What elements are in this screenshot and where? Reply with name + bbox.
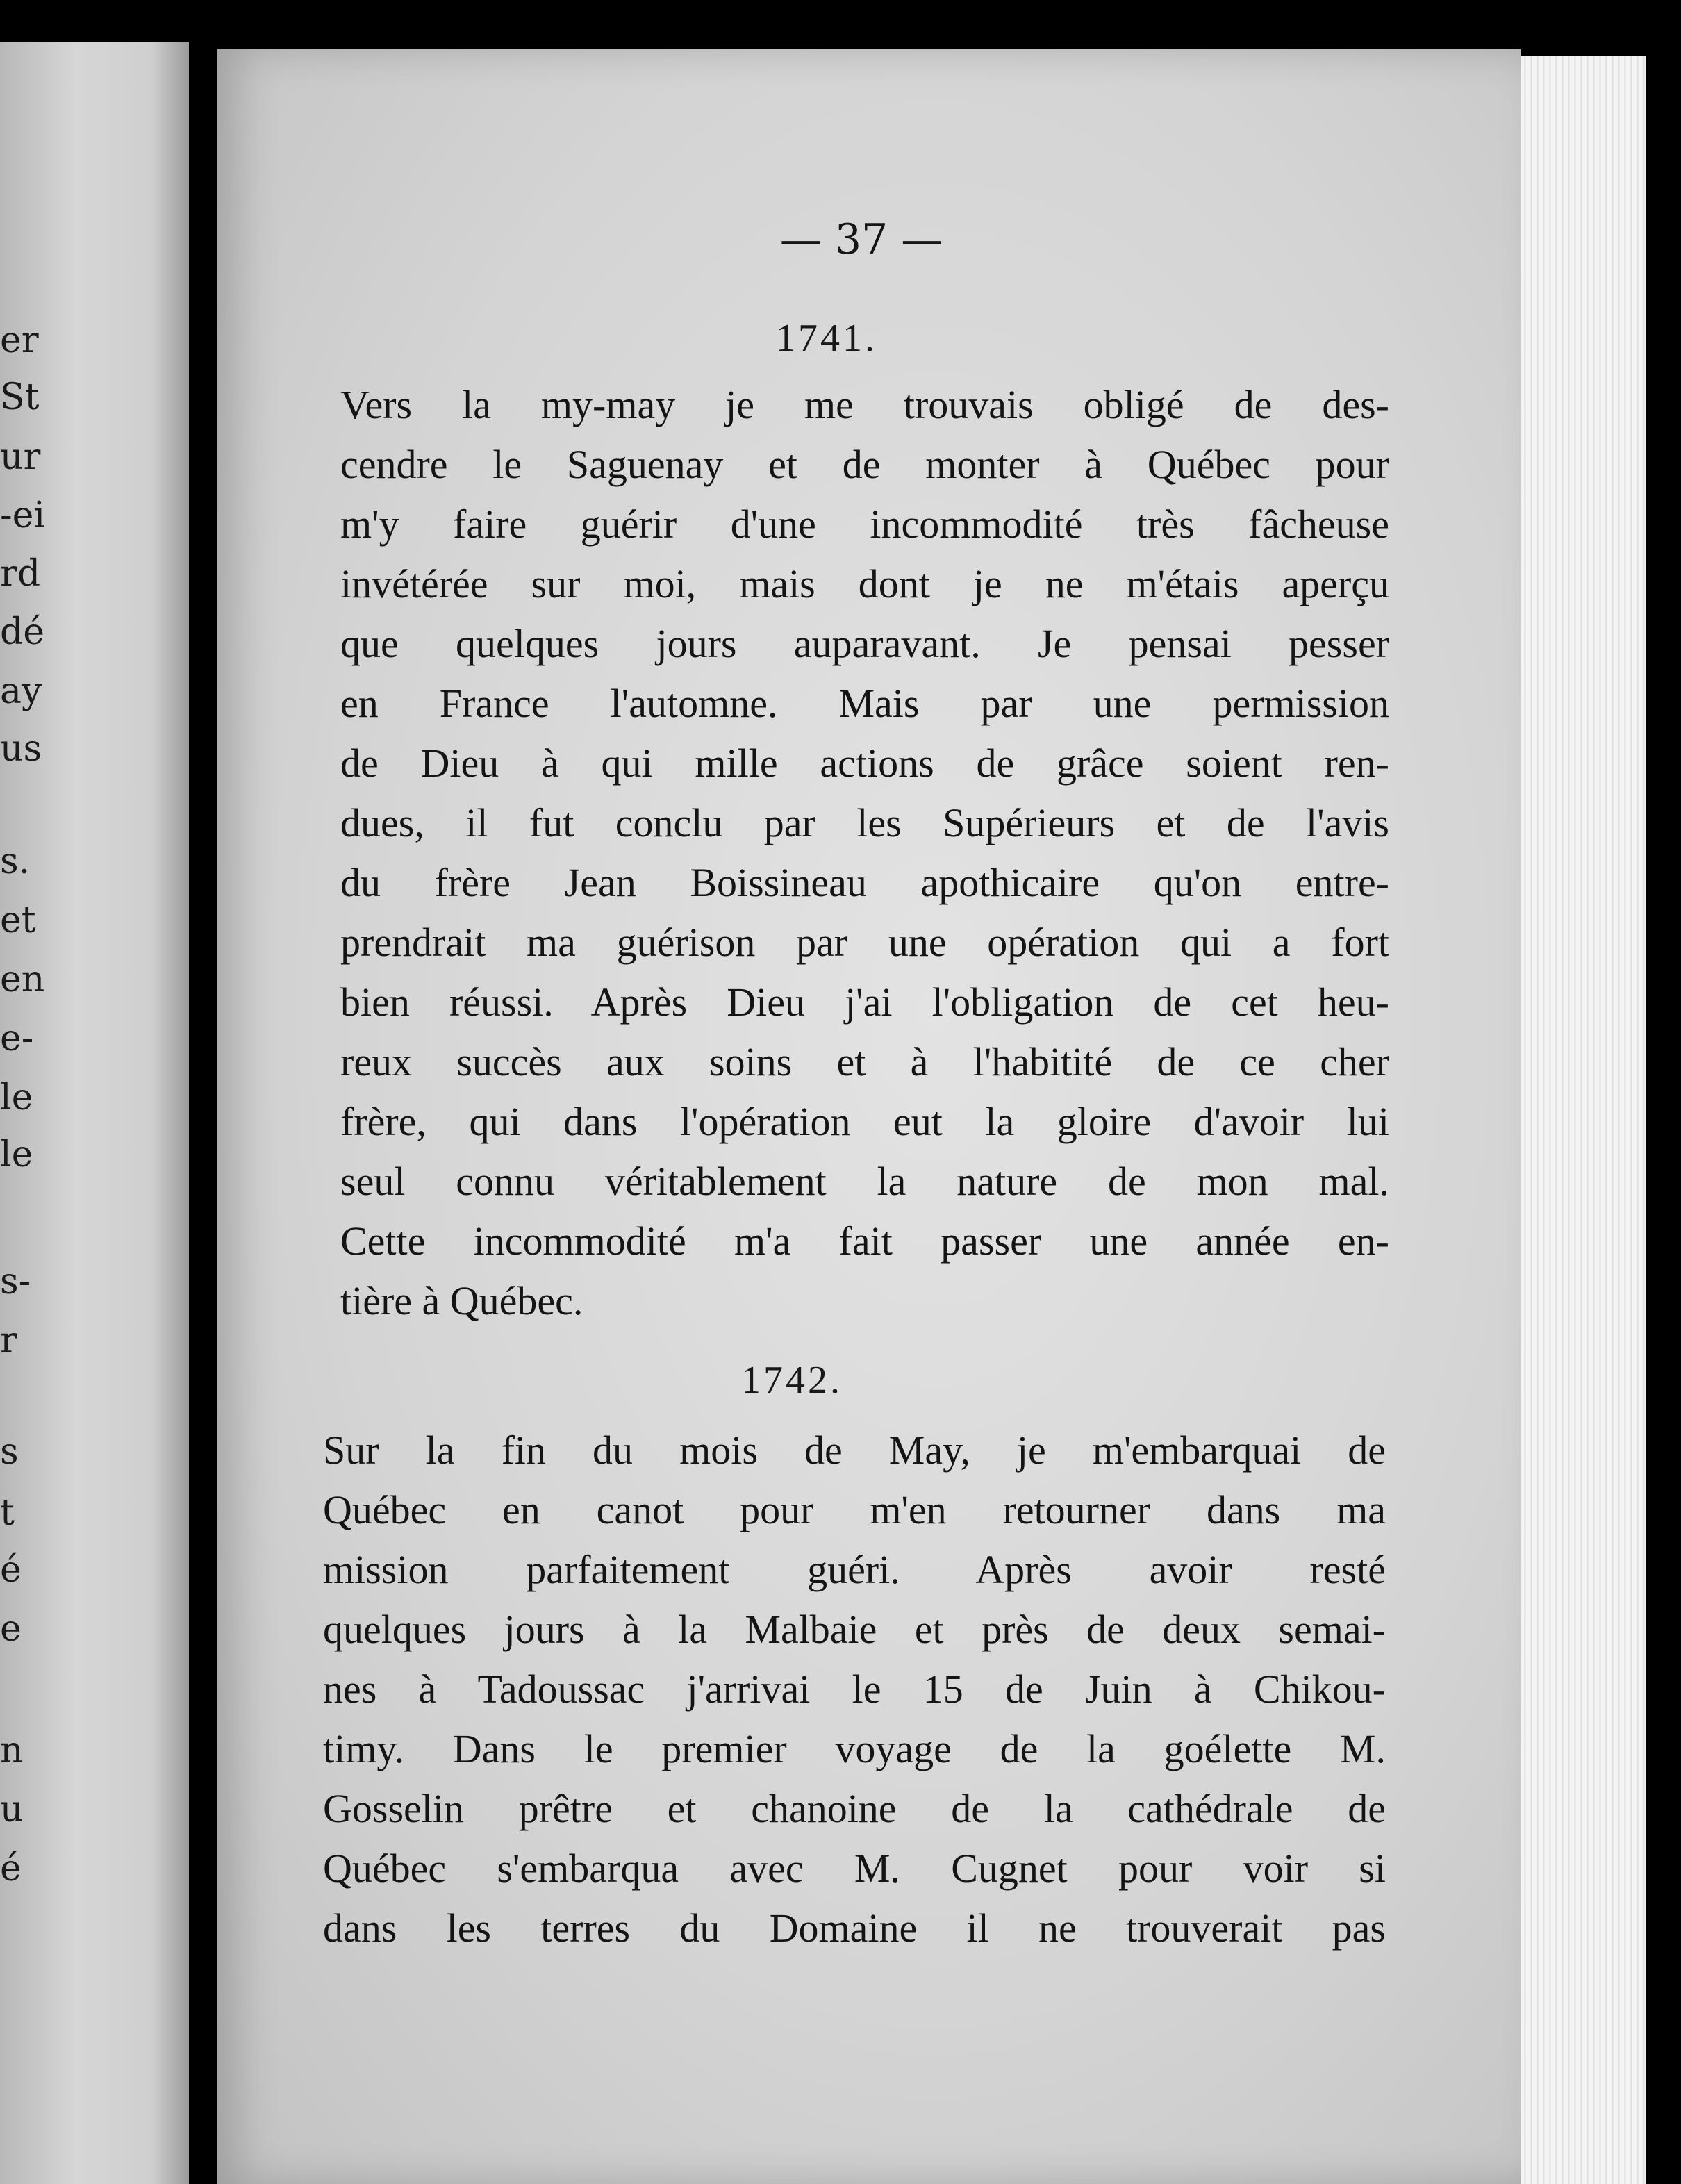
left-fragment: s. — [0, 841, 31, 882]
text-line: bien réussi. Après Dieu j'ai l'obligation de cet heu- — [340, 979, 1389, 1025]
text-line: dans les terres du Domaine il ne trouverait pas — [323, 1905, 1386, 1951]
text-line: reux succès aux soins et à l'habitité de ce cher — [340, 1039, 1389, 1084]
left-fragment: en — [0, 959, 45, 1000]
text-line: nes à Tadoussac j'arrivai le 15 de Juin à Chikou- — [323, 1666, 1386, 1712]
text-line: que quelques jours auparavant. Je pensai pesser — [340, 621, 1389, 666]
left-fragment: ay — [0, 670, 42, 712]
left-fragment: s- — [0, 1261, 31, 1302]
text-line: Québec s'embarqua avec M. Cugnet pour voir si — [323, 1846, 1386, 1891]
page-number: — 37 — — [779, 215, 943, 264]
text-line: Gosselin prêtre et chanoine de la cathédrale de — [323, 1786, 1386, 1831]
left-fragment: le — [0, 1134, 33, 1175]
left-fragment: us — [0, 728, 42, 770]
left-fragment: rd — [0, 553, 41, 595]
text-line: Québec en canot pour m'en retourner dans ma — [323, 1487, 1386, 1532]
left-fragment: s — [0, 1431, 19, 1473]
text-line: quelques jours à la Malbaie et près de deux semai- — [323, 1607, 1386, 1652]
paragraph-1741 — [340, 375, 1389, 1334]
text-line: dues, il fut conclu par les Supérieurs et de l'avis — [340, 800, 1389, 845]
left-fragment: r — [0, 1320, 17, 1362]
text-line: invétérée sur moi, mais dont je ne m'étais aperçu — [340, 561, 1389, 606]
left-fragment: dé — [0, 611, 45, 653]
left-facing-page — [0, 42, 189, 2184]
left-fragment: le — [0, 1077, 33, 1118]
text-line: Cette incommodité m'a fait passer une année en- — [340, 1218, 1389, 1264]
text-line: m'y faire guérir d'une incommodité très fâcheuse — [340, 502, 1389, 547]
left-fragment: t — [0, 1492, 15, 1534]
text-line: tière à Québec. — [340, 1278, 583, 1323]
book-gutter — [189, 0, 217, 2184]
left-fragment: ur — [0, 436, 41, 478]
text-line: prendrait ma guérison par une opération qui a fort — [340, 920, 1389, 965]
left-fragment: é — [0, 1848, 22, 1889]
page-stack-edge — [1507, 56, 1646, 2184]
paragraph-1742 — [323, 1421, 1386, 2018]
text-line: Vers la my-may je me trouvais obligé de des- — [340, 382, 1389, 427]
left-fragment: n — [0, 1730, 24, 1771]
section-year-heading: 1741. — [776, 317, 877, 360]
left-fragment: u — [0, 1789, 24, 1830]
text-line: en France l'automne. Mais par une permission — [340, 681, 1389, 726]
left-fragment: St — [0, 377, 40, 418]
text-line: cendre le Saguenay et de monter à Québec pour — [340, 442, 1389, 487]
left-fragment: er — [0, 320, 39, 361]
section-year-heading: 1742. — [741, 1359, 843, 1402]
left-fragment: é — [0, 1549, 22, 1591]
left-fragment: -ei — [0, 495, 45, 536]
text-line: mission parfaitement guéri. Après avoir resté — [323, 1547, 1386, 1592]
left-fragment: et — [0, 900, 36, 941]
left-fragment: e- — [0, 1018, 34, 1059]
text-line: de Dieu à qui mille actions de grâce soient ren- — [340, 741, 1389, 786]
text-line: seul connu véritablement la nature de mon mal. — [340, 1159, 1389, 1204]
text-line: frère, qui dans l'opération eut la gloire d'avoir lui — [340, 1099, 1389, 1144]
text-line: timy. Dans le premier voyage de la goélette M. — [323, 1726, 1386, 1771]
text-line: Sur la fin du mois de May, je m'embarquai de — [323, 1428, 1386, 1473]
left-fragment: e — [0, 1608, 22, 1650]
text-line: du frère Jean Boissineau apothicaire qu'on entre- — [340, 860, 1389, 905]
